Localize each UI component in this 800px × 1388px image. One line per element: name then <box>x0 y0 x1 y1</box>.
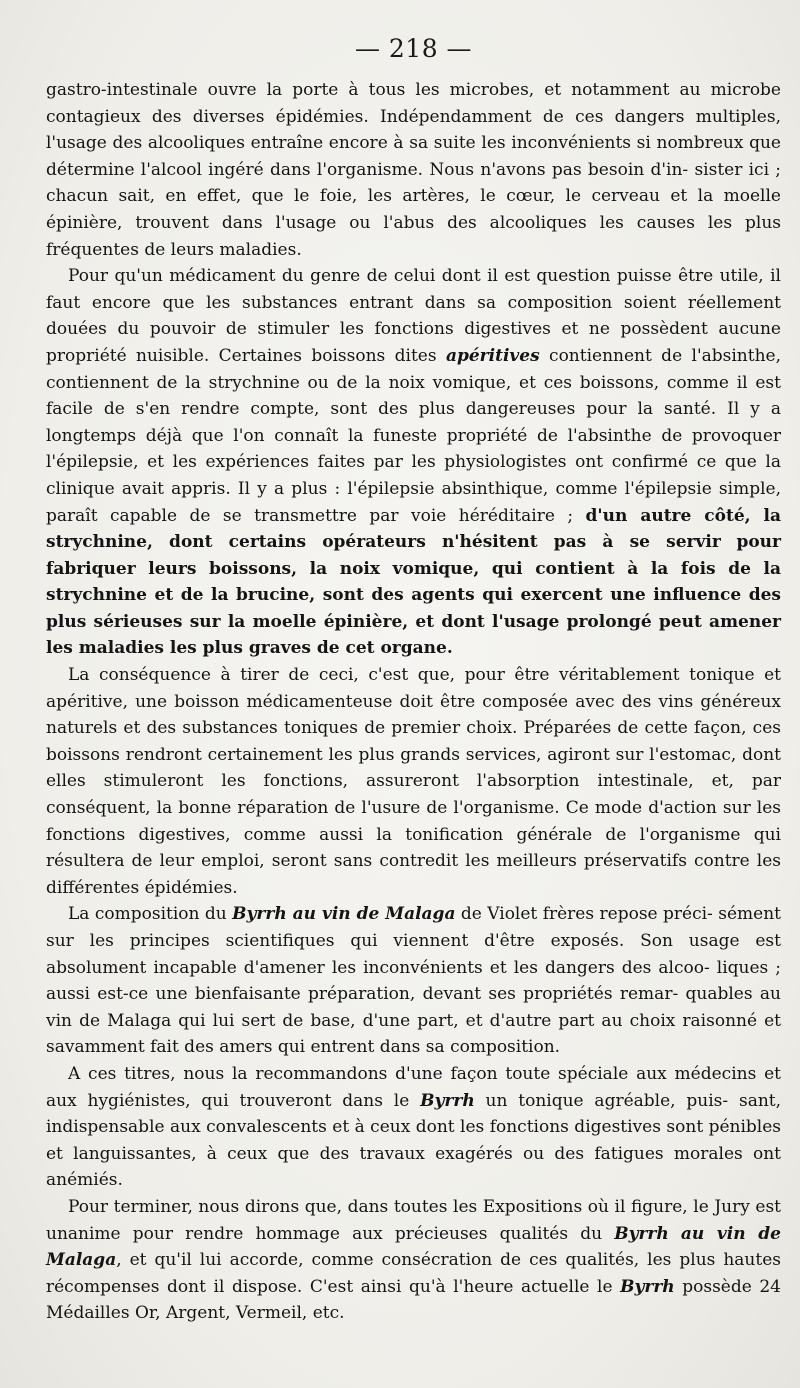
paragraph <box>46 662 781 901</box>
text-run: choix raisonné et savamment fait des amers qui entrent dans sa composition. <box>46 1010 781 1058</box>
bold-text-run: d'un autre côté, la strychnine, dont certains opérateurs n'hésitent pas à se servir <box>46 505 782 553</box>
bold-text-run: plus sérieuses sur la moelle épinière, et dont l'usage prolongé peut amener <box>46 611 781 632</box>
text-run: santé. Il y a longtemps déjà que l'on connaît la funeste propriété de l'absinthe <box>46 399 781 446</box>
text-run: morales ont anémiés. <box>46 1143 781 1191</box>
text-run: de Violet frères repose préci- <box>455 904 713 925</box>
text-run: contiennent de <box>539 345 683 366</box>
text-run: sister ici ; chacun sait, en effet, que le foie, les artères, le cœur, le cerveau <box>46 159 781 207</box>
text-run: cette façon, ces boissons rendront certainement les plus grands services, agiront <box>46 718 781 765</box>
italic-text-run: Byrrh <box>614 1223 669 1244</box>
text-run: A ces titres, nous la recommandons d'une façon toute spéciale aux médecins <box>68 1063 757 1084</box>
text-run: l'absinthe, contiennent de la strychnine ou de la noix vomique, et ces boissons, <box>46 345 781 393</box>
text-run: et apéritive, une boisson médicamenteuse doit être composée avec des vins <box>46 665 781 712</box>
text-run: La conséquence à tirer de ceci, c'est que, pour être véritablement tonique <box>68 665 755 686</box>
text-run: sont pénibles et languissantes, à ceux que des travaux exagérés ou des fatigues <box>46 1117 782 1164</box>
text-run: , et qu'il lui accorde, comme consécration de ces qualités, les <box>116 1250 672 1271</box>
text-run: Pour terminer, nous dirons que, dans toutes les Expositions où il figure, <box>68 1196 688 1217</box>
text-run: utile, il faut encore que les substances entrant dans sa composition soient <box>46 266 781 313</box>
text-run: les plus fréquentes de leurs maladies. <box>46 212 781 260</box>
text-run: aucune propriété nuisible. Certaines boissons dites <box>46 319 781 366</box>
text-run: possède 24 Médailles Or, Argent, Vermeil, etc. <box>46 1276 782 1324</box>
text-run: confirmé ce que la clinique avait appris. Il y a plus : l'épilepsie absinthique, <box>46 452 781 499</box>
paragraph <box>46 77 781 263</box>
text-run: La composition du <box>68 904 233 925</box>
text-run: gastro-intestinale ouvre la porte à tous les microbes, et notamment au microbe <box>46 80 781 100</box>
text-run: meilleurs préservatifs contre les différentes épidémies. <box>46 851 781 898</box>
text-run: plus hautes récompenses dont il dispose. C'est ainsi qu'à l'heure actuelle le <box>46 1250 782 1297</box>
text-run: générale de l'organisme qui résultera de leur emploi, seront sans contredit les <box>46 824 781 872</box>
text-run: et aux hygiénistes, qui trouveront dans le <box>46 1063 781 1111</box>
text-run: sur l'estomac, dont elles stimuleront les fonctions, assureront l'absorption <box>46 744 781 792</box>
italic-text-run: au vin de Malaga <box>46 1223 781 1271</box>
text-run: comme il est facile de s'en rendre compte, sont des plus dangereuses pour la <box>46 372 781 420</box>
text-run: le Jury est unanime pour rendre hommage aux précieuses qualités du <box>46 1196 781 1244</box>
bold-text-run: strychnine et de la brucine, sont des agents qui exercent une influence des <box>46 585 781 606</box>
italic-text-run: apéritives <box>445 345 540 366</box>
text-run: généreux naturels et des substances toniques de premier choix. Préparées de <box>46 691 781 739</box>
text-run: quables au vin de Malaga qui lui sert de base, d'une part, et d'autre part au <box>46 984 781 1031</box>
text-run: sément sur les principes scientifiques qui viennent d'être exposés. Son usage <box>46 904 781 951</box>
paragraph <box>46 263 781 662</box>
paragraph <box>46 901 781 1061</box>
italic-text-run: Byrrh au vin de Malaga <box>232 904 456 925</box>
paragraph <box>46 1194 781 1327</box>
text-run: réellement douées du pouvoir de stimuler les fonctions digestives et ne possèdent <box>46 292 782 340</box>
text-run: de provoquer l'épilepsie, et les expériences faites par les physiologistes ont <box>46 425 782 473</box>
italic-text-run: Byrrh <box>620 1276 675 1297</box>
text-run: et la moelle épinière, trouvent dans l'usage ou l'abus des alcooliques les causes <box>46 186 781 233</box>
text-run: Pour qu'un médicament du genre de celui dont il est question puisse être <box>68 266 714 287</box>
text-run: Ce mode d'action sur les fonctions digestives, comme aussi la tonification <box>46 798 782 845</box>
text-run: sant, indispensable aux convalescents et à ceux dont les fonctions digestives <box>46 1090 782 1138</box>
text-run: un tonique agréable, puis- <box>474 1090 729 1111</box>
bold-text-run: pour fabriquer leurs boissons, la noix vomique, qui contient à la fois de la <box>46 532 781 579</box>
text-run: que détermine l'alcool ingéré dans l'organisme. Nous n'avons pas besoin d'in- <box>46 133 781 180</box>
bold-text-run: les maladies les plus graves de cet organe. <box>46 638 453 659</box>
paragraph <box>46 1061 781 1194</box>
text-run: contagieux des diverses épidémies. Indépendamment de ces dangers multiples, <box>46 106 781 127</box>
italic-text-run: Byrrh <box>420 1090 475 1111</box>
text-run: l'usage des alcooliques entraîne encore à sa suite les inconvénients si nombreux <box>46 133 744 154</box>
text-run: liques ; aussi est-ce une bienfaisante préparation, devant ses propriétés remar- <box>46 957 782 1005</box>
text-run: intestinale, et, par conséquent, la bonne réparation de l'usure de l'organisme. <box>46 771 781 819</box>
body-text <box>46 77 781 1327</box>
text-run: est absolument incapable d'amener les inconvénients et les dangers des alcoo- <box>46 931 781 978</box>
page-number: — 218 — <box>354 34 473 63</box>
text-run: comme l'épilepsie simple, paraît capable de se transmettre par voie héréditaire ; <box>46 478 781 526</box>
